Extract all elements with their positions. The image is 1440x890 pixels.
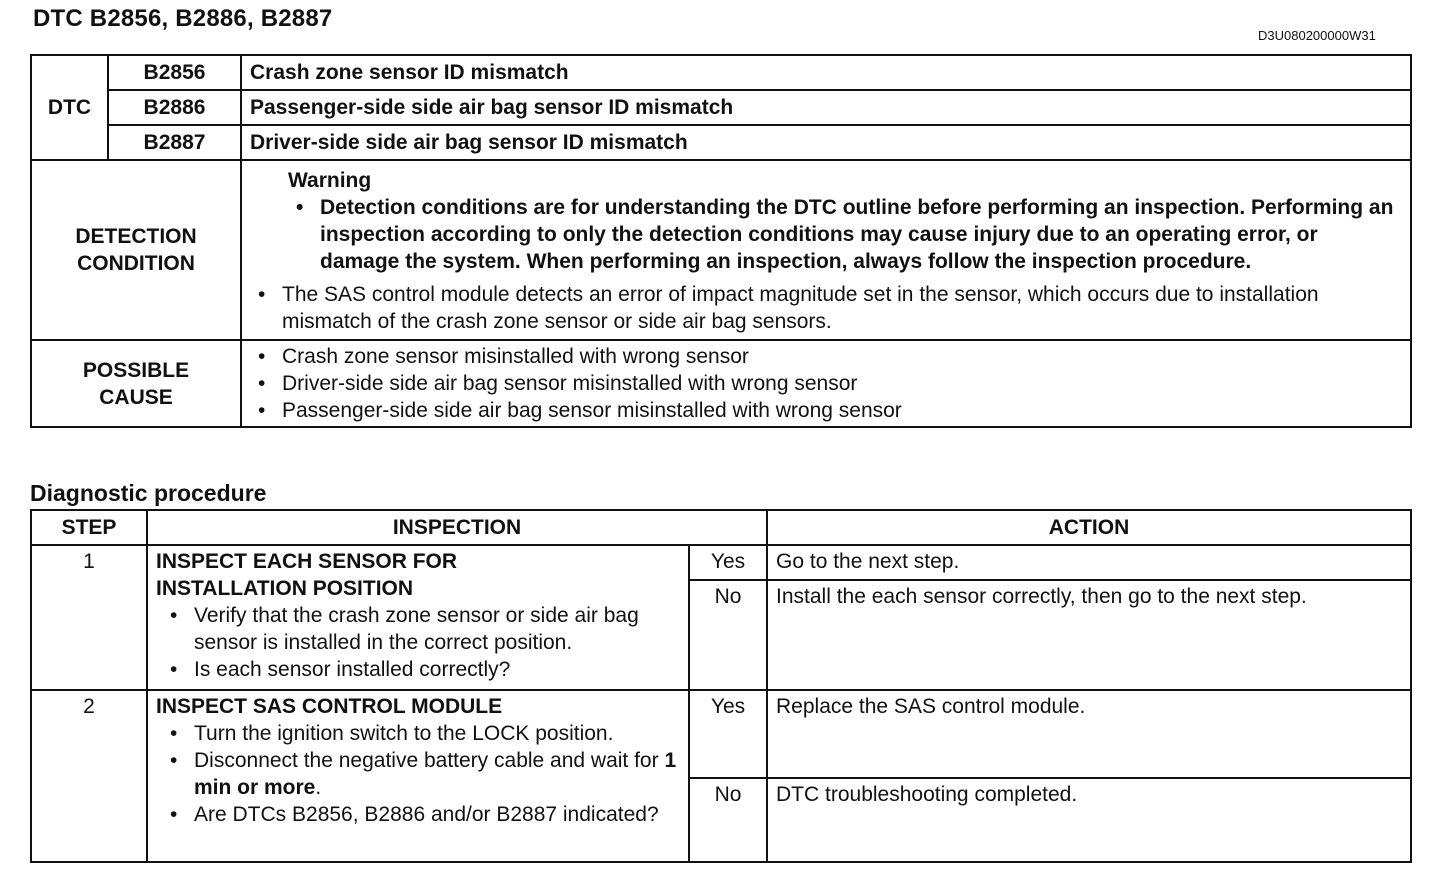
dtc-row-b2887 — [31, 125, 1411, 160]
step-number: 2 — [31, 690, 147, 862]
yes-action: Replace the SAS control module. — [767, 690, 1411, 778]
warning-text: • Detection conditions are for understanding the DTC outline before performing an inspection. Performing an inspection according to only the detection conditions may cause injury due to an operating error, or damage the system. When performing an inspection, always follow the inspection procedure. — [288, 194, 1402, 275]
label-line: DETECTION — [75, 225, 197, 248]
step-number: 1 — [31, 545, 147, 690]
detection-condition-label — [31, 160, 241, 340]
detection-condition-row — [31, 160, 1411, 340]
bullet-text: . — [315, 776, 322, 799]
step-title: INSPECT EACH SENSOR FOR — [156, 550, 458, 573]
column-header-step: STEP — [31, 510, 147, 545]
no-action: DTC troubleshooting completed. — [767, 778, 1411, 862]
label-line: POSSIBLE — [82, 358, 190, 382]
condition-text: • The SAS control module detects an error of impact magnitude set in the sensor, which occurs due to installation mismatch of the crash zone sensor or side air bag sensors. — [250, 281, 1402, 335]
yes-label: Yes — [689, 545, 767, 580]
dtc-code: B2887 — [108, 125, 241, 160]
detection-condition-content — [241, 160, 1411, 340]
step-bullet: • Is each sensor installed correctly? — [156, 656, 680, 683]
step-2-yes-row — [31, 690, 1411, 778]
possible-cause-list — [250, 343, 1402, 424]
dtc-label: DTC — [31, 55, 108, 160]
page-title: DTC B2856, B2886, B2887 — [33, 5, 333, 32]
column-header-inspection: INSPECTION — [147, 510, 767, 545]
step-1-yes-row — [31, 545, 1411, 580]
warning-title: Warning — [288, 169, 372, 192]
column-header-action: ACTION — [767, 510, 1411, 545]
cause-item: • Passenger-side side air bag sensor misinstalled with wrong sensor — [250, 397, 1402, 424]
dtc-description: Crash zone sensor ID mismatch — [241, 55, 1411, 90]
cause-item: • Driver-side side air bag sensor misinstalled with wrong sensor — [250, 370, 1402, 397]
step-inspection — [147, 545, 689, 690]
no-label: No — [689, 580, 767, 690]
step-bullet: • Are DTCs B2856, B2886 and/or B2887 indicated? — [156, 801, 680, 828]
no-action: Install the each sensor correctly, then go to the next step. — [767, 580, 1411, 690]
possible-cause-label — [31, 340, 241, 427]
dtc-code: B2856 — [108, 55, 241, 90]
label-line: CAUSE — [99, 385, 173, 409]
step-bullet: • Verify that the crash zone sensor or side air bag sensor is installed in the correct position. — [156, 602, 680, 656]
cause-item: • Crash zone sensor misinstalled with wrong sensor — [250, 343, 1402, 370]
step-bullet — [156, 747, 680, 801]
document-id: D3U080200000W31 — [1258, 28, 1376, 43]
dtc-description: Driver-side side air bag sensor ID mismatch — [241, 125, 1411, 160]
bullet-emphasis: 1 min or more — [194, 749, 677, 799]
step-bullets — [156, 720, 680, 828]
yes-label: Yes — [689, 690, 767, 778]
step-inspection — [147, 690, 689, 862]
label-line: CONDITION — [77, 252, 195, 275]
bullet-text: Disconnect the negative battery cable and wait for — [194, 749, 665, 772]
dtc-row-b2886 — [31, 90, 1411, 125]
warning-block — [250, 167, 1402, 275]
warning-list — [288, 194, 1402, 275]
condition-list — [250, 281, 1402, 335]
diagnostic-procedure-heading: Diagnostic procedure — [30, 480, 267, 506]
step-title: INSTALLATION POSITION — [156, 577, 414, 600]
possible-cause-content — [241, 340, 1411, 427]
diagnostic-procedure-table — [30, 509, 1412, 863]
dtc-code: B2886 — [108, 90, 241, 125]
possible-cause-row — [31, 340, 1411, 427]
dtc-info-table — [30, 54, 1412, 428]
dtc-description: Passenger-side side air bag sensor ID mismatch — [241, 90, 1411, 125]
yes-action: Go to the next step. — [767, 545, 1411, 580]
step-title: INSPECT SAS CONTROL MODULE — [156, 695, 503, 718]
step-bullets — [156, 602, 680, 683]
step-bullet: • Turn the ignition switch to the LOCK position. — [156, 720, 680, 747]
no-label: No — [689, 778, 767, 862]
dtc-row-b2856 — [31, 55, 1411, 90]
header-row — [31, 510, 1411, 545]
